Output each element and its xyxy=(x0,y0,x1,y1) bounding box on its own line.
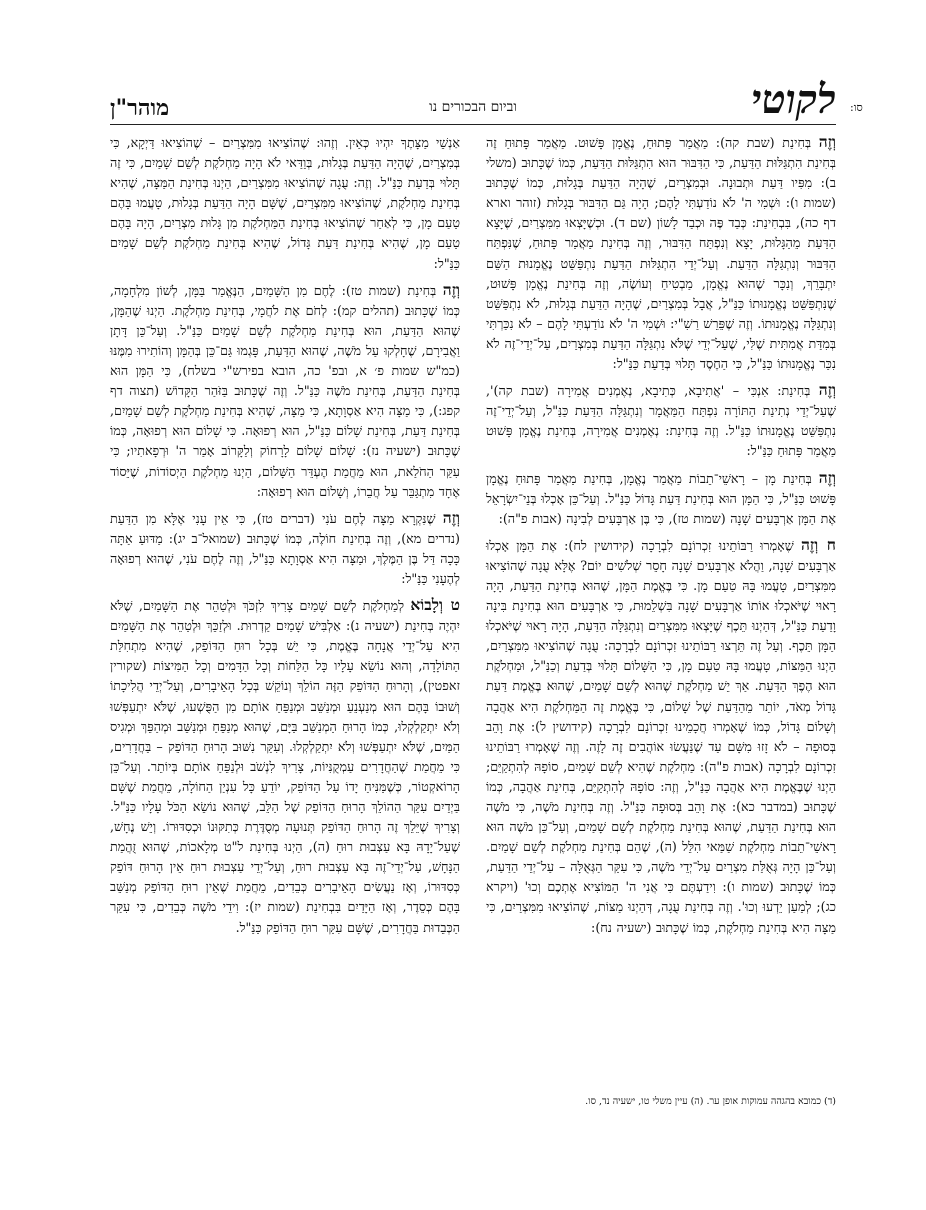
page-number: סו: xyxy=(850,101,863,114)
author-name: מוהר"ן xyxy=(110,95,170,121)
paragraph-text: שֶׁאָמְרוּ רַבּוֹתֵינוּ זִכְרוֹנָם לִבְרָכָה (קידושין לח): אֶת הַמָּן אָכְלוּ אַרְבָּעִים שָׁנָה, וַהֲלֹא אַרְבָּעִים שָׁנָה חָסֵר שְׁלֹשִׁים יוֹם? אֶלָּא עֻגָה שֶׁהוֹצִיאוּ מִמִּצְרַיִם, טָעֲמוּ בָּהּ טַעַם מָן. כִּי בֶּאֱמֶת הַמָּן, שֶׁהוּא בְּחִינַת הַדַּעַת, הָיָה רָאוּי שֶׁיֹּאכְלוּ אוֹתוֹ אַרְבָּעִים שָׁנָה בִּשְׁלֵמוּת, כִּי אַרְבָּעִים הוּא בְּחִינַת בִּינָה וָדַעַת כַּנַּ"ל, דְּהַיְנוּ תֵּכֶף שֶׁיָּצְאוּ מִמִּצְרַיִם וְנִתְגַּלָּה הַדַּעַת, הָיָה רָאוּי שֶׁיֹּאכְלוּ הַמָּן תֵּכֶף. וְעַל זֶה תֵּרְצוּ רַבּוֹתֵינוּ זִכְרוֹנָם לִבְרָכָה: עֻגָה שֶׁהוֹצִיאוּ מִמִּצְרַיִם, הַיְנוּ הַמַּצּוֹת, טָעֲמוּ בָּהּ טַעַם מָן, כִּי הַשָּׁלוֹם תָּלוּי בְּדַעַת וְכַנַּ"ל, וּמַחְלֹקֶת הוּא הֶפֶךְ הַדַּעַת. אַךְ יֵשׁ מַחְלֹקֶת שֶׁהוּא לְשֵׁם שָׁמַיִם, שֶׁהוּא בֶּאֱמֶת דַּעַת גָּדוֹל מְאֹד, יוֹתֵר מֵהַדַּעַת שֶׁל שָׁלוֹם, כִּי בֶּאֱמֶת זֶה הַמַּחְלֹקֶת הִיא אַהֲבָה וְשָׁלוֹם גָּדוֹל, כְּמוֹ שֶׁאָמְרוּ חֲכָמֵינוּ זִכְרוֹנָם לִבְרָכָה (קידושין ל): אֶת וָהֵב בְּסוּפָה – לֹא זָזוּ מִשָּׁם עַד שֶׁנַּעֲשׂוּ אוֹהֲבִים זֶה לָזֶה. וְזֶה שֶׁאָמְרוּ רַבּוֹתֵינוּ זִכְרוֹנָם לִבְרָכָה (אבות פ"ה): מַחְלֹקֶת שֶׁהִיא לְשֵׁם שָׁמַיִם, סוֹפָהּ לְהִתְקַיֵּם; הַיְנוּ שֶׁבֶּאֱמֶת הִיא אַהֲבָה כַּנַּ"ל, וְזֶה: סוֹפָהּ לְהִתְקַיֵּם, בְּחִינַת אַהֲבָה, כְּמוֹ שֶׁכָּתוּב (במדבר כא): אֶת וָהֵב בְּסוּפָה כַּנַּ"ל. וְזֶה בְּחִינַת מֹשֶׁה, כִּי מֹשֶׁה הוּא בְּחִינַת הַדַּעַת, שֶׁהוּא בְּחִינַת מַחְלֹקֶת לְשֵׁם שָׁמַיִם, וְעַל־כֵּן מֹשֶׁה הוּא רָאשֵׁי־תֵבוֹת מַחְלֹקֶת שַׁמַּאי הִלֵּל (ה), שֶׁהֵם בְּחִינַת מַחְלֹקֶת לְשֵׁם שָׁמַיִם. וְעַל־כֵּן הָיָה גְּאֻלַּת מִצְרַיִם עַל־יְדֵי מֹשֶׁה, כִּי עִקַּר הַגְּאֻלָּה – עַל־יְדֵי הַדַּעַת, כְּמוֹ שֶׁכָּתוּב (שמות ו): וִידַעְתֶּם כִּי אֲנִי ה' הַמּוֹצִיא אֶתְכֶם וְכוּ' (ויקרא כג); לְמַעַן יֵדְעוּ וְכוּ'. וְזֶה בְּחִינַת עֻגָה, דְּהַיְנוּ מַצּוֹת, שֶׁהוֹצִיאוּ מִמִּצְרַיִם, כִּי מַצָּה הִיא בְּחִינַת מַחְלֹקֶת, כְּמוֹ שֶׁכָּתוּב (ישעיה נח): xyxy=(486,537,836,935)
section-title: וביום הבכורים נו xyxy=(429,99,517,115)
footnote: (ד) כמובא בהגהה עמוקות אופן ער. (ה) עיין משלי טו, ישעיה נד, סו. xyxy=(585,1096,836,1107)
paragraph-text: בְּחִינַת (שבת קה): מַאֲמַר פָּתוּחַ, נֶאֱמָן פָּשׁוּט. מַאֲמַר פָּתוּחַ זֶה בְּחִינַת הִתְגַּלּוּת הַדַּעַת, כִּי הַדִּבּוּר הוּא הִתְגַּלּוּת הַדַּעַת, כְּמוֹ שֶׁכָּתוּב (משלי ב): מִפִּיו דַּעַת וּתְבוּנָה. וּבְמִצְרַיִם, שֶׁהָיָה הַדַּעַת בְּגָלוּת, כְּמוֹ שֶׁכָּתוּב (שמות ו): וּשְׁמִי ה' לֹא נוֹדַעְתִּי לָהֶם; הָיָה גַּם הַדִּבּוּר בְּגָלוּת (זוהר וארא דף כה), בִּבְחִינַת: כְּבַד פֶּה וּכְבַד לָשׁוֹן (שם ד). וּכְשֶׁיָּצְאוּ מִמִּצְרַיִם, שֶׁיָּצָא הַדַּעַת מֵהַגָּלוּת, יָצָא וְנִפְתַּח הַדִּבּוּר, וְזֶה בְּחִינַת מַאֲמַר פָּתוּחַ, שֶׁנִּפְתַּח הַדִּבּוּר וְנִתְגַּלָּה הַדַּעַת. וְעַל־יְדֵי הִתְגַּלּוּת הַדַּעַת נִתְפַּשֵּׁט נֶאֱמָנוּת הַשֵּׁם יִתְבָּרֵךְ, וְנִכָּר שֶׁהוּא נֶאֱמָן, מַבְטִיחַ וְעוֹשֶׂה, וְזֶה בְּחִינַת נֶאֱמָן פָּשׁוּט, שֶׁנִּתְפַּשֵּׁט נֶאֱמָנוּתוֹ כַּנַּ"ל, אֲבָל בְּמִצְרַיִם, שֶׁהָיָה הַדַּעַת בְּגָלוּת, לֹא נִתְפַּשֵּׁט וְנִתְגַּלָּה נֶאֱמָנוּתוֹ. וְזֶה שֶׁפֵּרֵשׁ רַשִׁ"י: וּשְׁמִי ה' לֹא נוֹדַעְתִּי לָהֶם – לֹא נִכַּרְתִּי בְּמִדַּת אֲמִתִּית שֶׁלִּי, שֶׁעַל־יְדֵי שֶׁלֹּא נִתְגַּלָּה הַדַּעַת בְּמִצְרַיִם, עַל־יְדֵי־זֶה לֹא נִכַּר נֶאֱמָנוּתוֹ כַּנַּ"ל, כִּי הַחֶסֶד תָּלוּי בְּדַעַת כַּנַּ"ל: xyxy=(486,135,836,372)
paragraph-lead: ח וְזֶה xyxy=(800,534,836,554)
paragraph-text: שֶׁנִּקְרָא מַצָּה לֶחֶם עֹנִי (דברים טז), כִּי אֵין עָנִי אֶלָּא מִן הַדַּעַת (נדרים מא), וְזֶה בְּחִינַת חוֹלֶה, כְּמוֹ שֶׁכָּתוּב (שמואל־ב יג): מַדּוּעַ אַתָּה כָּכָה דַּל בֶּן הַמֶּלֶךְ, וּמַצָּה הִיא אַסְוָתָא כַּנַּ"ל, וְזֶה לֶחֶם עֹנִי, שֶׁהוּא רְפוּאָה לְהֶעָנִי כַּנַּ"ל: xyxy=(110,510,460,586)
left-text-column xyxy=(110,132,460,1092)
paragraph-text: בְּחִינַת מָן – רָאשֵׁי־תֵבוֹת מַאֲמַר נֶאֱמָן, בְּחִינַת מַאֲמַר פָּתוּחַ נֶאֱמָן פָּשׁוּט כַּנַּ"ל, כִּי הַמָּן הוּא בְּחִינַת דַּעַת גָּדוֹל כַּנַּ"ל. וְעַל־כֵּן אָכְלוּ בְּנֵי־יִשְׂרָאֵל אֶת הַמָּן אַרְבָּעִים שָׁנָה (שמות טז), כִּי בֶּן אַרְבָּעִים לְבִינָה (אבות פ"ה): xyxy=(486,470,836,526)
paragraph xyxy=(110,132,460,274)
header-rule xyxy=(110,124,836,125)
paragraph-text: אַנְשֵׁי מַצָּתֶךָ יִהְיוּ כְּאַיִן. וְזֶהוּ: שֶׁהוֹצִיאוּ מִמִּצְרַיִם – שֶׁהוֹצִיאוּ דַּיְקָא, כִּי בְּמִצְרַיִם, שֶׁהָיָה הַדַּעַת בְּגָלוּת, בְּוַדַּאי לֹא הָיָה מַחְלֹקֶת לְשֵׁם שָׁמַיִם, כִּי זֶה תָּלוּי בְּדַעַת כַּנַּ"ל. וְזֶה: עֻגָה שֶׁהוֹצִיאוּ מִמִּצְרַיִם, הַיְנוּ בְּחִינַת הַמַּצָּה, שֶׁהִיא בְּחִינַת מַחְלֹקֶת, שֶׁהוֹצִיאוּ מִמִּצְרַיִם, שֶׁשָּׁם הָיָה הַדַּעַת בְּגָלוּת, טָעֲמוּ בָּהֶם טַעַם מָן, כִּי לְאַחַר שֶׁהוֹצִיאוּ בְּחִינַת הַמַּחְלֹקֶת מִן גָּלוּת מִצְרַיִם, הָיָה בָּהֶם טַעַם מָן, שֶׁהִיא בְּחִינַת דַּעַת גָּדוֹל, שֶׁהִיא בְּחִינַת מַחְלֹקֶת לְשֵׁם שָׁמַיִם כַּנַּ"ל: xyxy=(110,135,460,271)
paragraph xyxy=(486,535,836,938)
book-title: לקוטי xyxy=(751,76,836,123)
paragraph-text: בְּחִינַת: אִנְכִּי – 'אֲתִיבָא, כְּתִיבָא, נְאֶמְנִים אֲמִירָה (שבת קה)', שֶׁעַל־יְדֵי נְתִינַת הַתּוֹרָה נִפְתַּח הַמַּאֲמָר וְנִתְגַּלָּה הַדַּעַת כַּנַּ"ל, וְעַל־יְדֵי־זֶה נִתְפַּשֵּׁט נֶאֱמָנוּתוֹ כַּנַּ"ל. וְזֶה בְּחִינַת: נְאֶמְנִים אֲמִירָה, בְּחִינַת נֶאֱמָן פָּשׁוּט מַאֲמַר פָּתוּחַ כַּנַּ"ל: xyxy=(486,383,836,459)
paragraph xyxy=(486,380,836,461)
paragraph xyxy=(486,468,836,529)
paragraph-lead: וְזֶה xyxy=(818,380,836,400)
right-text-column xyxy=(486,132,836,1180)
running-header xyxy=(110,76,863,123)
paragraph xyxy=(110,595,460,938)
paragraph xyxy=(110,280,460,502)
paragraph-lead: וְזֶה xyxy=(818,132,836,151)
paragraph xyxy=(486,132,836,374)
paragraph xyxy=(110,508,460,589)
paragraph-lead: וְזֶה xyxy=(442,507,460,527)
paragraph-lead: ט וְלָבוֹא xyxy=(410,595,460,615)
paragraph-lead: וְזֶה xyxy=(818,467,836,487)
paragraph-text: בְּחִינַת (שמות טז): לֶחֶם מִן הַשָּׁמַיִם, הַנֶּאֱמַר בַּמָּן, לְשׁוֹן מִלְחָמָה, כְּמוֹ שֶׁכָּתוּב (תהלים קמ): לְחֹם אֶת לֹחֲמָי, בְּחִינַת מַחְלֹקֶת. הַיְנוּ שֶׁהַמָּן, שֶׁהוּא הַדַּעַת, הוּא בְּחִינַת מַחְלֹקֶת לְשֵׁם שָׁמַיִם כַּנַּ"ל. וְעַל־כֵּן דָּתָן וַאֲבִירָם, שֶׁחָלְקוּ עַל מֹשֶׁה, שֶׁהוּא הַדַּעַת, פָּגְמוּ גַּם־כֵּן בְּהַמָּן וְהוֹתִירוּ מִמֶּנּוּ (כמ"ש שמות פ׳ א, ובפ' כה, הובא בפירש"י בשלח), כִּי הַמָּן הוּא בְּחִינַת הַדַּעַת, בְּחִינַת מֹשֶׁה כַּנַּ"ל. וְזֶה שֶׁכָּתוּב בַּזֹּהַר הַקָּדוֹשׁ (תצוה דף קפג:), כִּי מַצָּה הִיא אַסְוָתָא, כִּי מַצָּה, שֶׁהִיא בְּחִינַת מַחְלֹקֶת לְשֵׁם שָׁמַיִם, בְּחִינַת דַּעַת, בְּחִינַת שָׁלוֹם כַּנַּ"ל, הוּא רְפוּאָה. כִּי שָׁלוֹם הוּא רְפוּאָה, כְּמוֹ שֶׁכָּתוּב (ישעיה נז): שָׁלוֹם שָׁלוֹם לָרָחוֹק וְלַקָּרוֹב אָמַר ה' וּרְפָאתִיו; כִּי עִקַּר הַחֹלַאת, הוּא מֵחֲמַת הֶעְדֵּר הַשָּׁלוֹם, הַיְנוּ מַחְלֹקֶת הַיְסוֹדוֹת, שֶׁיֵּסוֹד אֶחָד מִתְגַּבֵּר עַל חֲבֵרוֹ, וְשָׁלוֹם הוּא רְפוּאָה: xyxy=(110,282,460,499)
paragraph-lead: וְזֶה xyxy=(442,279,460,299)
paragraph-text: לְמַחְלֹקֶת לְשֵׁם שָׁמַיִם צָרִיךְ לִזְכֹּךְ וּלְטַהֵר אֶת הַשָּׁמַיִם, שֶׁלֹּא יִהְיֶה בְּחִינַת (ישעיה נ): אַלְבִּישׁ שָׁמַיִם קַדְרוּת. וּלְזַכֵּךְ וּלְטַהֵר אֶת הַשָּׁמַיִם הִיא עַל־יְדֵי אֲנָחָה בֶּאֱמֶת, כִּי יֵשׁ בְּכָל רוּחַ הַדּוֹפֵק, שֶׁהִיא מִתְחִלַּת הַתּוֹלָדָה, וְהוּא נוֹשֵׂא עָלָיו כָּל הַלֵּחוֹת וְכָל הַדָּמִים וְכָל הַמִּיצוֹת (שקורין זאפטין), וְהָרוּחַ הַדּוֹפֵק הַזֶּה הוֹלֵךְ וְנוֹקֵשׁ בְּכָל הָאֵיבָרִים, וְעַל־יְדֵי הֲלִיכָתוֹ וְשׁוּבוֹ בָּהֶם הוּא מְנַעְנֵעַ וּמְנַשֵּׁב וּמְנַפֵּחַ אוֹתָם מִן הַפֻּשְׁעוּ, שֶׁלֹּא יִתְעַפְּשׁוּ וְלֹא יִתְקַלְקְלוּ, כְּמוֹ הָרוּחַ הַמְנַשֵּׁב בַּיָּם, שֶׁהוּא מְנַפֵּחַ וּמְנַשֵּׁב וּמְהַפֵּךְ וּמְגִיס הַמַּיִם, שֶׁלֹּא יִתְעַפְּשׁוּ וְלֹא יִתְקַלְקְלוּ. וְעִקַּר נִשּׁוּב הָרוּחַ הַדּוֹפֵק – בַּחֲדָרִים, כִּי מֵחֲמַת שֶׁהַחֲדָרִים עַמְקֻנִּיוֹת, צָרִיךְ לִנְשֹׁב וּלְנַפֵּחַ אוֹתָם בְּיוֹתֵר. וְעַל־כֵּן הָרוֹאקְטוֹר, כְּשֶׁמַּנִּיחַ יָדוֹ עַל הַדּוֹפֵק, יוֹדֵעַ כָּל עִנְיַן הַחוֹלָה, מֵחֲמַת שֶׁשָּׁם בַּיְדַיִם עִקַּר הַהוֹלֵךְ הָרוּחַ הַדּוֹפֵק שֶׁל הַלֵּב, שֶׁהוּא נוֹשֵׂא הַכֹּל עָלָיו כַּנַּ"ל. וְצָרִיךְ שֶׁיֵּלֵךְ זֶה הָרוּחַ הַדּוֹפֵק תְּנוּעָה מְסֻדֶּרֶת כְּתִקּוּנוֹ וּכְסִדּוּרוֹ. וְיֵשׁ נֶחָשׁ, שֶׁעַל־יָדָהּ בָּא עַצְבוּת רוּחַ (ה), הַיְנוּ בְּחִינַת ל"ט מְלָאכוֹת, שֶׁהוּא זֻהֲמַת הַנָּחָשׁ, עַל־יְדֵי־זֶה בָּא עַצְבוּת רוּחַ, וְעַל־יְדֵי עַצְבוּת רוּחַ אֵין הָרוּחַ דּוֹפֵק כְּסִדּוּרוֹ, וְאָז נַעֲשִׂים הָאֵיבָרִים כְּבֵדִים, מֵחֲמַת שֶׁאֵין רוּחַ הַדּוֹפֵק מְנַשֵּׁב בָּהֶם כְּסֵדֶר, וְאָז הַיָּדַיִם בִּבְחִינַת (שמות יז): וִידֵי מֹשֶׁה כְּבֵדִים, כִּי עִקַּר הַכְּבֵדוּת בַּחֲדָרִים, שֶׁשָּׁם עִקַּר רוּחַ הַדּוֹפֵק כַּנַּ"ל. xyxy=(110,598,460,935)
